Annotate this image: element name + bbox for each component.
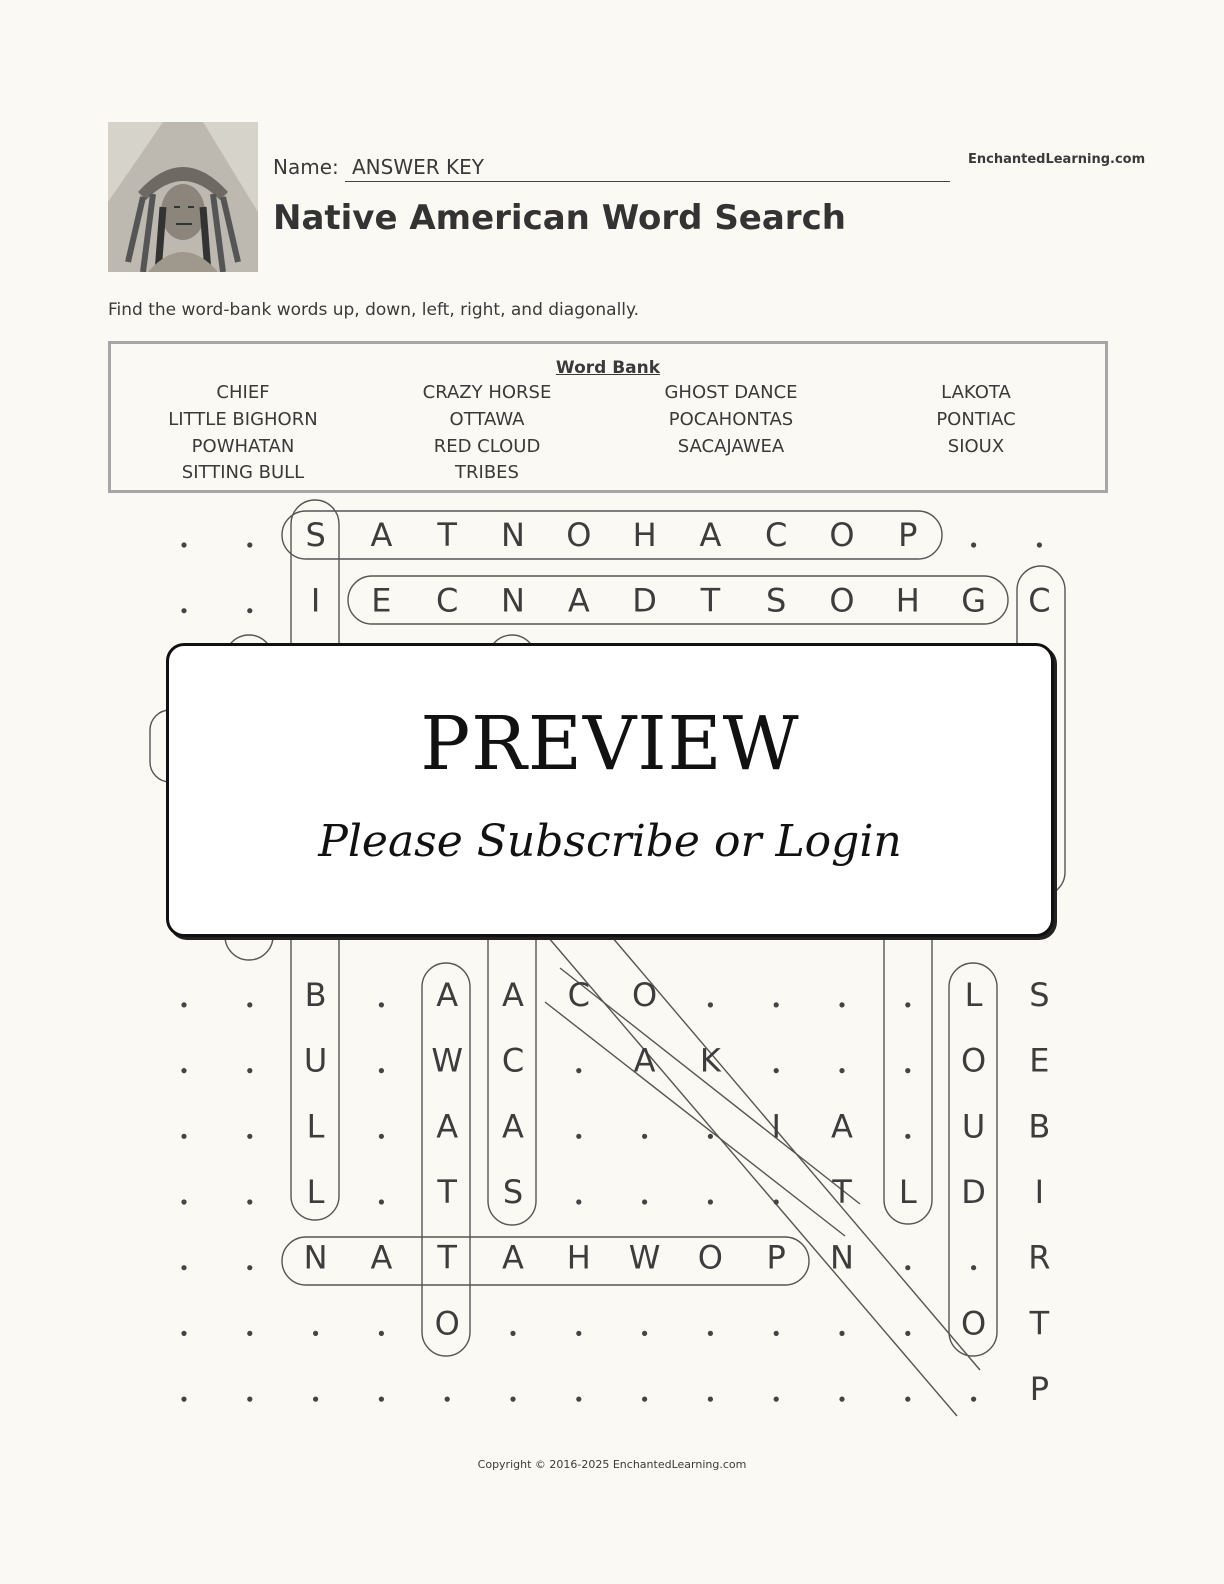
grid-dot bbox=[181, 1265, 186, 1270]
grid-letter: A bbox=[502, 1238, 524, 1277]
preview-overlay[interactable] bbox=[166, 643, 1054, 937]
preview-subtitle[interactable]: Please Subscribe or Login bbox=[318, 816, 902, 867]
grid-dot bbox=[576, 1134, 581, 1139]
grid-letter: T bbox=[1029, 1304, 1050, 1343]
grid-dot bbox=[576, 1068, 581, 1073]
answer-pill bbox=[548, 937, 957, 1416]
grid-letter: T bbox=[437, 516, 457, 554]
grid-dot bbox=[905, 1265, 910, 1270]
grid-letter: D bbox=[632, 581, 657, 620]
grid-dot bbox=[181, 608, 186, 613]
grid-dot bbox=[510, 1397, 515, 1402]
grid-dot bbox=[247, 1265, 252, 1270]
word-bank-item: LITTLE BIGHORN bbox=[168, 409, 318, 430]
word-bank-item: CHIEF bbox=[216, 382, 270, 403]
grid-letter: A bbox=[436, 1107, 459, 1146]
grid-letter: I bbox=[771, 1107, 781, 1146]
grid-letter: H bbox=[566, 1238, 591, 1277]
grid-letter: O bbox=[632, 975, 658, 1014]
grid-letter: N bbox=[501, 581, 525, 620]
grid-letter: L bbox=[898, 1173, 917, 1211]
grid-letter: B bbox=[1028, 1107, 1051, 1146]
grid-dot bbox=[774, 1331, 779, 1336]
grid-dot bbox=[1037, 542, 1042, 547]
grid-letter: S bbox=[766, 581, 787, 620]
grid-letter: K bbox=[699, 1041, 721, 1080]
grid-dot bbox=[181, 1397, 186, 1402]
word-bank-item: RED CLOUD bbox=[433, 436, 541, 457]
copyright: Copyright © 2016-2025 EnchantedLearning.com bbox=[477, 1458, 747, 1471]
grid-dot bbox=[905, 1134, 910, 1139]
grid-dot bbox=[576, 1331, 581, 1336]
grid-dot bbox=[642, 1134, 647, 1139]
grid-dot bbox=[313, 1331, 318, 1336]
grid-dot bbox=[445, 1397, 450, 1402]
grid-letter: G bbox=[961, 581, 986, 620]
grid-dot bbox=[642, 1331, 647, 1336]
answer-pill bbox=[282, 1237, 809, 1285]
grid-letter: A bbox=[633, 1041, 656, 1080]
grid-dot bbox=[181, 1134, 186, 1139]
grid-dot bbox=[905, 1002, 910, 1007]
answer-pill bbox=[545, 1002, 845, 1236]
name-label: Name: bbox=[273, 155, 339, 179]
grid-letter: H bbox=[632, 516, 657, 554]
grid-letter: O bbox=[961, 1304, 987, 1343]
grid-dot bbox=[971, 1265, 976, 1270]
grid-letter: O bbox=[566, 516, 592, 554]
word-bank-item: SIOUX bbox=[947, 436, 1005, 457]
grid-letter: P bbox=[898, 516, 918, 554]
grid-letter: C bbox=[436, 581, 459, 620]
grid-dot bbox=[247, 1199, 252, 1204]
grid-dot bbox=[379, 1397, 384, 1402]
grid-dot bbox=[510, 1331, 515, 1336]
grid-dot bbox=[708, 1134, 713, 1139]
grid-letter: T bbox=[437, 1238, 457, 1277]
grid-dot bbox=[247, 608, 252, 613]
grid-letter: C bbox=[765, 516, 788, 554]
word-bank-item: TRIBES bbox=[455, 462, 519, 483]
grid-letter: H bbox=[895, 581, 920, 620]
grid-letter: O bbox=[829, 516, 855, 554]
grid-dot bbox=[181, 1068, 186, 1073]
grid-dot bbox=[313, 1397, 318, 1402]
word-bank-item: SITTING BULL bbox=[181, 462, 305, 483]
grid-letter: A bbox=[370, 1238, 393, 1277]
grid-letter: A bbox=[436, 975, 459, 1014]
grid-dot bbox=[905, 1331, 910, 1336]
grid-letter: N bbox=[830, 1238, 854, 1277]
grid-letter: N bbox=[501, 516, 525, 554]
word-bank-item: POWHATAN bbox=[191, 436, 295, 457]
word-bank-title: Word Bank bbox=[555, 358, 661, 378]
grid-dot bbox=[971, 1397, 976, 1402]
grid-letter: A bbox=[370, 516, 393, 554]
grid-dot bbox=[181, 1002, 186, 1007]
answer-pill bbox=[949, 963, 997, 1356]
word-bank-item: PONTIAC bbox=[936, 409, 1016, 430]
word-bank-item: LAKOTA bbox=[941, 382, 1011, 403]
site-brand[interactable]: EnchantedLearning.com bbox=[968, 152, 1146, 167]
grid-letter: A bbox=[699, 516, 722, 554]
grid-dot bbox=[379, 1002, 384, 1007]
grid-dot bbox=[839, 1002, 844, 1007]
grid-letter: T bbox=[437, 1173, 457, 1211]
grid-dot bbox=[642, 1397, 647, 1402]
grid-letter: O bbox=[961, 1041, 987, 1080]
grid-letter: O bbox=[434, 1304, 460, 1343]
grid-letter: D bbox=[961, 1173, 986, 1211]
grid-letter: C bbox=[1028, 581, 1051, 620]
grid-letter: A bbox=[831, 1107, 853, 1146]
grid-letter: O bbox=[829, 581, 855, 620]
name-field-value: ANSWER KEY bbox=[352, 155, 484, 179]
grid-letter: U bbox=[303, 1041, 328, 1080]
grid-dot bbox=[774, 1397, 779, 1402]
grid-letter: O bbox=[697, 1238, 723, 1277]
grid-letter: S bbox=[305, 516, 326, 554]
grid-dot bbox=[708, 1002, 713, 1007]
grid-dot bbox=[181, 542, 186, 547]
grid-dot bbox=[247, 1331, 252, 1336]
grid-letter: A bbox=[502, 1107, 524, 1146]
grid-dot bbox=[905, 1068, 910, 1073]
grid-letter: I bbox=[310, 581, 321, 620]
answer-pills bbox=[150, 500, 1065, 1416]
grid-dot bbox=[839, 1331, 844, 1336]
grid-letter: C bbox=[567, 975, 590, 1014]
grid-letter: W bbox=[431, 1041, 464, 1080]
answer-pill bbox=[612, 937, 980, 1370]
grid-letter: B bbox=[304, 975, 327, 1014]
grid-letter: N bbox=[303, 1238, 328, 1277]
grid-letter: C bbox=[501, 1041, 525, 1080]
grid-dot bbox=[247, 1397, 252, 1402]
instructions: Find the word-bank words up, down, left, right, and diagonally. bbox=[108, 300, 640, 320]
grid-dot bbox=[642, 1199, 647, 1204]
grid-letter: I bbox=[1034, 1173, 1045, 1211]
grid-letter: L bbox=[306, 1107, 325, 1146]
grid-dot bbox=[708, 1397, 713, 1402]
grid-dot bbox=[379, 1134, 384, 1139]
grid-dot bbox=[247, 542, 252, 547]
answer-pill bbox=[422, 963, 470, 1356]
grid-letter: E bbox=[371, 581, 392, 620]
word-bank-item: GHOST DANCE bbox=[664, 382, 798, 403]
grid-dot bbox=[774, 1002, 779, 1007]
grid-letter: P bbox=[1029, 1370, 1050, 1409]
grid-letter: T bbox=[700, 581, 721, 620]
grid-letter: A bbox=[567, 581, 590, 620]
preview-title: PREVIEW bbox=[420, 701, 800, 787]
grid-letter: A bbox=[502, 975, 524, 1014]
grid-letter: L bbox=[306, 1173, 325, 1211]
grid-letter: S bbox=[1029, 975, 1050, 1014]
grid-dot bbox=[379, 1199, 384, 1204]
grid-dot bbox=[971, 542, 976, 547]
word-bank-item: CRAZY HORSE bbox=[422, 382, 552, 403]
grid-letter: T bbox=[832, 1173, 852, 1211]
word-bank-item: SACAJAWEA bbox=[677, 436, 785, 457]
grid-dot bbox=[379, 1068, 384, 1073]
grid-dot bbox=[247, 1134, 252, 1139]
grid-dot bbox=[576, 1199, 581, 1204]
grid-dot bbox=[576, 1397, 581, 1402]
grid-dot bbox=[839, 1068, 844, 1073]
grid-dot bbox=[708, 1199, 713, 1204]
word-bank-item: OTTAWA bbox=[449, 409, 525, 430]
grid-dot bbox=[774, 1199, 779, 1204]
grid-dot bbox=[181, 1331, 186, 1336]
grid-letter: S bbox=[502, 1173, 524, 1211]
grid-letter: R bbox=[1028, 1238, 1051, 1277]
grid-dot bbox=[839, 1397, 844, 1402]
grid-dot bbox=[247, 1002, 252, 1007]
grid-letter: W bbox=[628, 1238, 661, 1277]
grid-letter: P bbox=[766, 1238, 786, 1277]
grid-dot bbox=[181, 1199, 186, 1204]
grid-dot bbox=[905, 1397, 910, 1402]
page-title: Native American Word Search bbox=[273, 198, 846, 238]
grid-dot bbox=[379, 1331, 384, 1336]
word-bank-item: POCAHONTAS bbox=[668, 409, 794, 430]
grid-letter: E bbox=[1029, 1041, 1050, 1080]
grid-letter: U bbox=[961, 1107, 986, 1146]
grid-dot bbox=[247, 1068, 252, 1073]
grid-letter: L bbox=[964, 975, 983, 1014]
grid-dot bbox=[708, 1331, 713, 1336]
grid-dot bbox=[774, 1068, 779, 1073]
